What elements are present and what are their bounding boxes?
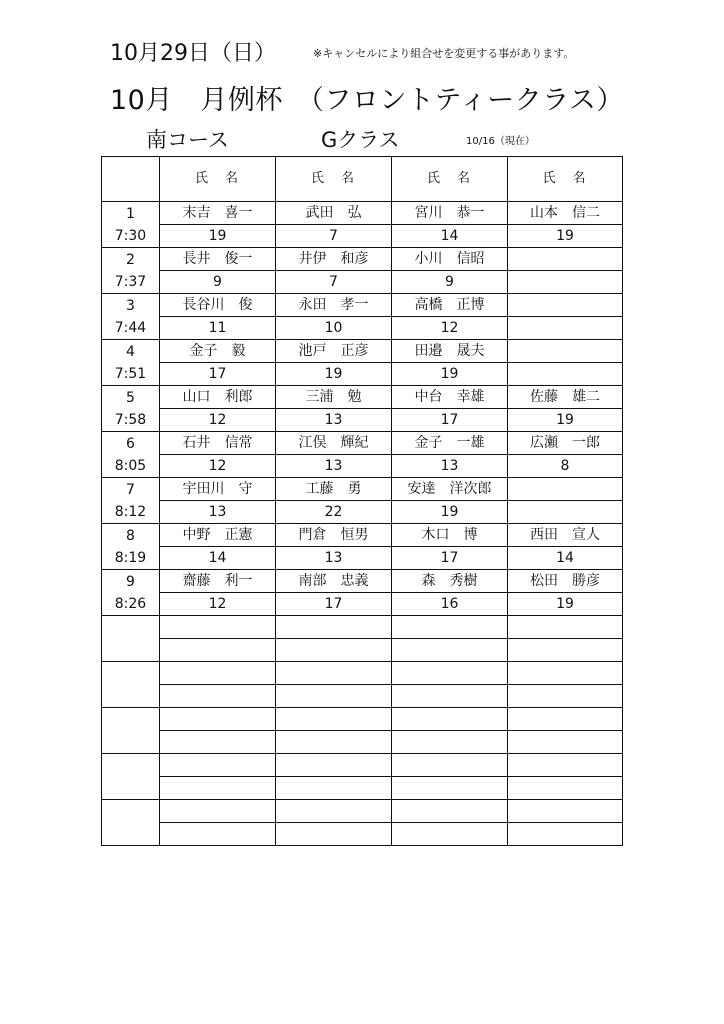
player-handicap — [508, 731, 623, 754]
player-name: 木口 博 — [392, 524, 508, 547]
table-row — [102, 363, 623, 386]
player-name: 宇田川 守 — [160, 478, 276, 501]
player-handicap — [508, 777, 623, 800]
tee-time: 8:05 — [114, 457, 147, 474]
tee-group — [102, 754, 623, 800]
table-row — [102, 685, 623, 708]
player-name — [508, 340, 623, 363]
table-row — [102, 478, 623, 501]
table-row — [102, 754, 623, 777]
header-blank-cell — [102, 157, 160, 202]
tee-group — [102, 616, 623, 662]
player-handicap: 14 — [392, 225, 508, 248]
tee-group — [102, 478, 623, 524]
player-handicap: 13 — [276, 409, 392, 432]
player-name: 山口 利郎 — [160, 386, 276, 409]
group-number — [102, 617, 159, 639]
player-handicap — [276, 731, 392, 754]
tee-time: 7:37 — [114, 273, 147, 290]
player-name — [508, 800, 623, 823]
player-name: 高橋 正博 — [392, 294, 508, 317]
table-row — [102, 340, 623, 363]
player-name: 広瀬 一郎 — [508, 432, 623, 455]
player-name: 門倉 恒男 — [276, 524, 392, 547]
player-name — [508, 478, 623, 501]
player-handicap: 17 — [392, 409, 508, 432]
player-name — [276, 662, 392, 685]
table-row — [102, 271, 623, 294]
player-handicap: 13 — [276, 547, 392, 570]
tee-time: 7:51 — [114, 365, 147, 382]
group-number: 4 — [126, 343, 135, 360]
player-handicap: 13 — [392, 455, 508, 478]
header-name-cell: 氏 名 — [276, 157, 392, 202]
group-number — [102, 663, 159, 685]
tee-group — [102, 524, 623, 570]
player-name — [276, 800, 392, 823]
player-handicap: 17 — [392, 547, 508, 570]
player-handicap: 9 — [392, 271, 508, 294]
player-name: 井伊 和彦 — [276, 248, 392, 271]
tee-time: 8:19 — [114, 549, 147, 566]
tee-group — [102, 708, 623, 754]
player-handicap — [392, 685, 508, 708]
player-handicap: 10 — [276, 317, 392, 340]
table-row — [102, 777, 623, 800]
player-handicap: 13 — [160, 501, 276, 524]
group-number: 5 — [126, 389, 135, 406]
player-handicap — [160, 685, 276, 708]
table-row — [102, 386, 623, 409]
player-name: 安達 洋次郎 — [392, 478, 508, 501]
player-handicap: 12 — [392, 317, 508, 340]
player-handicap — [508, 271, 623, 294]
group-number-time-cell — [102, 202, 160, 248]
player-handicap — [276, 685, 392, 708]
table-row — [102, 248, 623, 271]
player-name: 齋藤 利一 — [160, 570, 276, 593]
player-handicap: 7 — [276, 225, 392, 248]
group-number-time-cell — [102, 294, 160, 340]
player-handicap — [508, 685, 623, 708]
table-row — [102, 501, 623, 524]
player-handicap — [392, 731, 508, 754]
player-name: 中台 幸雄 — [392, 386, 508, 409]
player-name — [508, 248, 623, 271]
table-row — [102, 731, 623, 754]
player-handicap: 22 — [276, 501, 392, 524]
player-handicap: 11 — [160, 317, 276, 340]
table-row — [102, 409, 623, 432]
player-handicap: 12 — [160, 593, 276, 616]
player-name — [392, 800, 508, 823]
player-name — [160, 754, 276, 777]
player-name: 西田 宣人 — [508, 524, 623, 547]
group-number-time-cell — [102, 478, 160, 524]
tee-time: 8:26 — [114, 595, 147, 612]
group-number-time-cell — [102, 616, 160, 662]
group-number: 6 — [126, 435, 135, 452]
group-number-time-cell — [102, 432, 160, 478]
player-name: 宮川 恭一 — [392, 202, 508, 225]
player-name: 佐藤 雄二 — [508, 386, 623, 409]
tee-group — [102, 800, 623, 846]
player-name — [508, 294, 623, 317]
player-handicap: 9 — [160, 271, 276, 294]
table-row — [102, 800, 623, 823]
player-handicap: 19 — [160, 225, 276, 248]
group-number-time-cell — [102, 708, 160, 754]
group-number-time-cell — [102, 386, 160, 432]
tee-time: 7:58 — [114, 411, 147, 428]
page-title: 10月 月例杯 （フロントティークラス） — [110, 85, 624, 116]
tee-time — [102, 823, 159, 845]
player-handicap: 19 — [392, 501, 508, 524]
player-handicap — [508, 317, 623, 340]
player-handicap: 12 — [160, 409, 276, 432]
tee-time — [102, 777, 159, 799]
player-name — [508, 662, 623, 685]
group-number-time-cell — [102, 340, 160, 386]
player-handicap: 14 — [160, 547, 276, 570]
group-number — [102, 709, 159, 731]
header-name-cell: 氏 名 — [508, 157, 623, 202]
tee-group — [102, 432, 623, 478]
group-number: 7 — [126, 481, 135, 498]
player-handicap: 19 — [508, 409, 623, 432]
player-name — [392, 616, 508, 639]
table-row — [102, 202, 623, 225]
player-handicap — [392, 823, 508, 846]
group-number: 9 — [126, 573, 135, 590]
player-name: 末吉 喜一 — [160, 202, 276, 225]
player-handicap: 17 — [276, 593, 392, 616]
tee-group — [102, 340, 623, 386]
tee-time: 7:44 — [114, 319, 147, 336]
player-handicap — [508, 363, 623, 386]
player-handicap — [276, 639, 392, 662]
player-name: 松田 勝彦 — [508, 570, 623, 593]
table-row — [102, 823, 623, 846]
player-name: 南部 忠義 — [276, 570, 392, 593]
table-row — [102, 455, 623, 478]
group-number — [102, 755, 159, 777]
player-name: 田邉 晟夫 — [392, 340, 508, 363]
player-handicap: 17 — [160, 363, 276, 386]
player-handicap — [160, 823, 276, 846]
table-row — [102, 593, 623, 616]
player-name: 山本 信二 — [508, 202, 623, 225]
tee-group — [102, 248, 623, 294]
player-name: 森 秀樹 — [392, 570, 508, 593]
player-name — [276, 754, 392, 777]
group-number-time-cell — [102, 524, 160, 570]
class-label: Gクラス — [321, 128, 400, 152]
player-name — [508, 708, 623, 731]
player-handicap: 16 — [392, 593, 508, 616]
table-row — [102, 294, 623, 317]
player-name: 小川 信昭 — [392, 248, 508, 271]
tee-time: 8:12 — [114, 503, 147, 520]
player-handicap: 19 — [508, 593, 623, 616]
table-header-row — [102, 157, 623, 202]
pairings-table — [101, 156, 623, 846]
player-handicap: 13 — [276, 455, 392, 478]
tee-group — [102, 662, 623, 708]
player-handicap — [508, 639, 623, 662]
table-row — [102, 432, 623, 455]
tee-time — [102, 731, 159, 753]
player-handicap — [392, 639, 508, 662]
table-row — [102, 616, 623, 639]
as-of-date: 10/16（現在） — [466, 136, 535, 147]
group-number-time-cell — [102, 662, 160, 708]
player-name — [276, 616, 392, 639]
table-row — [102, 639, 623, 662]
player-name — [160, 800, 276, 823]
player-name — [276, 708, 392, 731]
player-handicap: 12 — [160, 455, 276, 478]
player-name: 江俣 輝紀 — [276, 432, 392, 455]
tee-group — [102, 294, 623, 340]
player-name — [160, 708, 276, 731]
group-number-time-cell — [102, 570, 160, 616]
event-date: 10月29日（日） — [110, 41, 276, 66]
player-name: 三浦 勉 — [276, 386, 392, 409]
player-name — [160, 662, 276, 685]
table-row — [102, 662, 623, 685]
player-handicap — [160, 777, 276, 800]
player-name: 金子 毅 — [160, 340, 276, 363]
player-handicap — [160, 731, 276, 754]
player-name: 永田 孝一 — [276, 294, 392, 317]
player-handicap — [160, 639, 276, 662]
player-name: 武田 弘 — [276, 202, 392, 225]
player-handicap — [508, 823, 623, 846]
tee-time — [102, 639, 159, 661]
group-number — [102, 801, 159, 823]
player-name — [392, 662, 508, 685]
player-name: 長井 俊一 — [160, 248, 276, 271]
player-handicap: 14 — [508, 547, 623, 570]
course-label: 南コース — [146, 128, 229, 152]
player-handicap — [392, 777, 508, 800]
tee-time — [102, 685, 159, 707]
player-handicap: 7 — [276, 271, 392, 294]
group-number-time-cell — [102, 248, 160, 294]
player-handicap: 19 — [276, 363, 392, 386]
player-name: 中野 正憲 — [160, 524, 276, 547]
player-name — [392, 708, 508, 731]
player-handicap — [276, 823, 392, 846]
player-handicap: 8 — [508, 455, 623, 478]
table-row — [102, 547, 623, 570]
table-row — [102, 225, 623, 248]
table-row — [102, 570, 623, 593]
player-name — [160, 616, 276, 639]
table-row — [102, 317, 623, 340]
header-name-cell: 氏 名 — [160, 157, 276, 202]
player-name — [508, 754, 623, 777]
player-name: 石井 信常 — [160, 432, 276, 455]
player-name — [508, 616, 623, 639]
tee-group — [102, 570, 623, 616]
group-number-time-cell — [102, 800, 160, 846]
tee-group — [102, 202, 623, 248]
group-number: 1 — [126, 205, 135, 222]
group-number: 8 — [126, 527, 135, 544]
group-number-time-cell — [102, 754, 160, 800]
group-number: 2 — [126, 251, 135, 268]
header-name-cell: 氏 名 — [392, 157, 508, 202]
table-row — [102, 524, 623, 547]
group-number: 3 — [126, 297, 135, 314]
cancellation-notice: ※キャンセルにより組合せを変更する事があります。 — [313, 47, 575, 60]
player-name: 工藤 勇 — [276, 478, 392, 501]
player-handicap: 19 — [392, 363, 508, 386]
player-name: 長谷川 俊 — [160, 294, 276, 317]
player-name: 池戸 正彦 — [276, 340, 392, 363]
table-row — [102, 708, 623, 731]
tee-group — [102, 386, 623, 432]
player-handicap — [276, 777, 392, 800]
player-handicap: 19 — [508, 225, 623, 248]
player-name — [392, 754, 508, 777]
tee-time: 7:30 — [114, 227, 147, 244]
player-name: 金子 一雄 — [392, 432, 508, 455]
player-handicap — [508, 501, 623, 524]
